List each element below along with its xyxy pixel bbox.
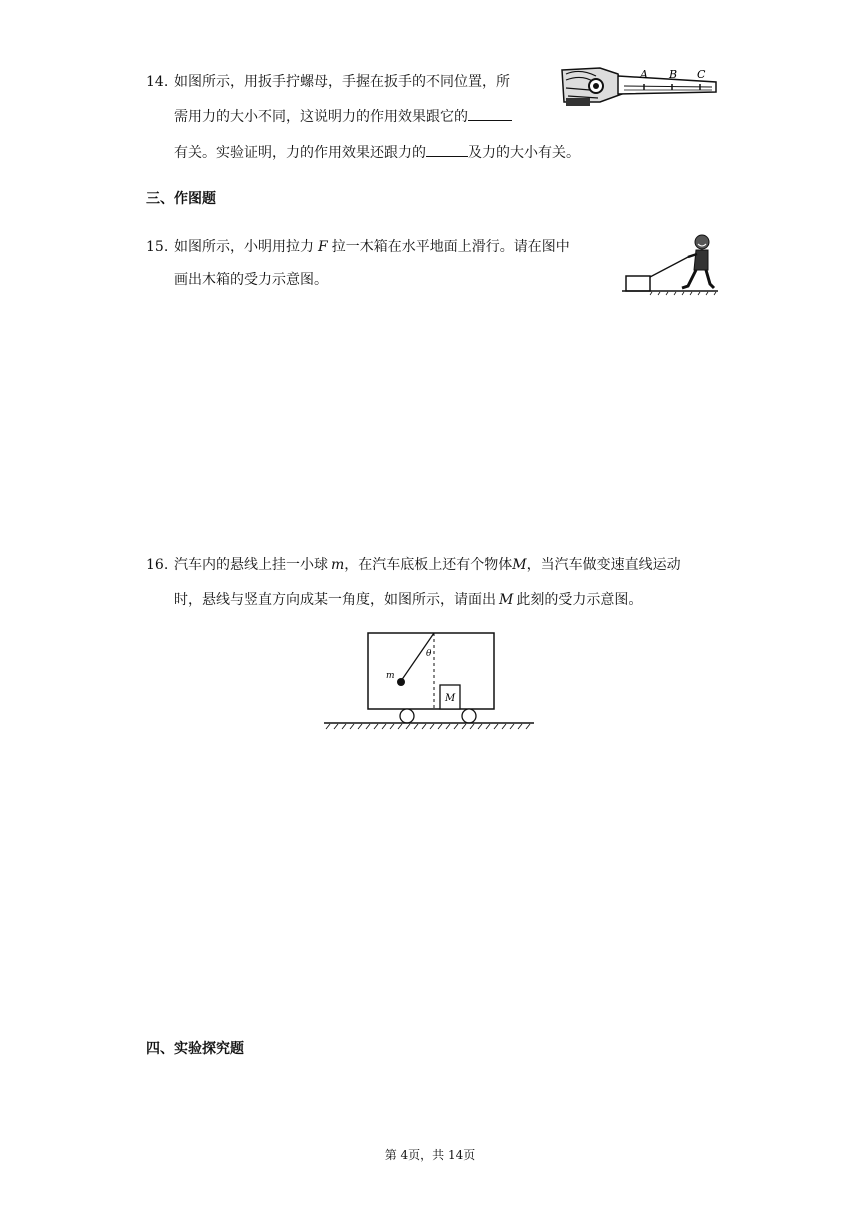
answer-blank-2[interactable] xyxy=(426,142,468,157)
mass-variable-m: m xyxy=(331,557,345,573)
car-pendulum-figure xyxy=(320,628,540,736)
wrench-figure xyxy=(560,64,720,108)
object-variable-m: M xyxy=(499,592,514,608)
label-a: A xyxy=(640,68,648,81)
wrench-head xyxy=(562,68,622,106)
question-16-line-1-text-c: ，当汽车做变速直线运动 xyxy=(526,557,681,573)
page-footer: 第 4页，共 14页 xyxy=(384,1148,476,1162)
ground-hatching xyxy=(326,724,530,729)
question-15-line-1-text-b: 拉一木箱在水平地面上滑行。请在图中 xyxy=(331,239,570,255)
question-16-line-1 xyxy=(174,555,681,575)
pendulum-ball xyxy=(397,678,405,686)
boy-icon xyxy=(682,235,714,288)
question-16-line-1-text-a: 汽车内的悬线上挂一小球 xyxy=(174,557,328,573)
boy-pulling-box-figure xyxy=(622,230,718,296)
question-15-number: 15. xyxy=(146,239,169,255)
question-16-number: 16. xyxy=(146,557,169,573)
question-14-line-3-text-a: 有关。实验证明，力的作用效果还跟力的 xyxy=(174,145,426,161)
label-c: C xyxy=(697,68,706,81)
mass-variable-capital-m: M xyxy=(512,557,527,573)
section-3-heading: 三、作图题 xyxy=(146,191,216,207)
label-b: B xyxy=(669,68,678,81)
question-15-line-2: 画出木箱的受力示意图。 xyxy=(174,272,328,288)
question-16-line-2-text-a: 时，悬线与竖直方向成某一角度，如图所示，请面出 xyxy=(174,592,496,608)
question-14-number: 14. xyxy=(146,74,169,90)
question-16-line-2 xyxy=(174,590,642,610)
question-14-line-2 xyxy=(174,106,512,127)
block-label: M xyxy=(445,693,456,704)
angle-label: θ xyxy=(426,649,432,659)
question-15-line-1-text-a: 如图所示，小明用拉力 xyxy=(174,239,314,255)
answer-blank-1[interactable] xyxy=(468,106,512,121)
wooden-box xyxy=(626,276,650,291)
question-14-line-2-text: 需用力的大小不同，这说明力的作用效果跟它的 xyxy=(174,109,468,125)
ball-label: m xyxy=(386,671,395,681)
question-14-line-3-text-b: 及力的大小有关。 xyxy=(468,145,580,161)
question-14-line-1: 如图所示，用扳手拧螺母，手握在扳手的不同位置，所 xyxy=(174,74,510,90)
pull-rope xyxy=(650,256,690,277)
section-4-heading: 四、实验探究题 xyxy=(146,1041,244,1057)
question-16-line-1-text-b: ，在汽车底板上还有个物体 xyxy=(344,557,513,573)
left-wheel xyxy=(400,709,414,723)
question-15-line-1 xyxy=(174,237,570,257)
right-wheel xyxy=(462,709,476,723)
question-16-line-2-text-b: 此刻的受力示意图。 xyxy=(516,592,643,608)
question-14-line-3 xyxy=(174,142,580,163)
force-variable-f: F xyxy=(318,239,328,255)
